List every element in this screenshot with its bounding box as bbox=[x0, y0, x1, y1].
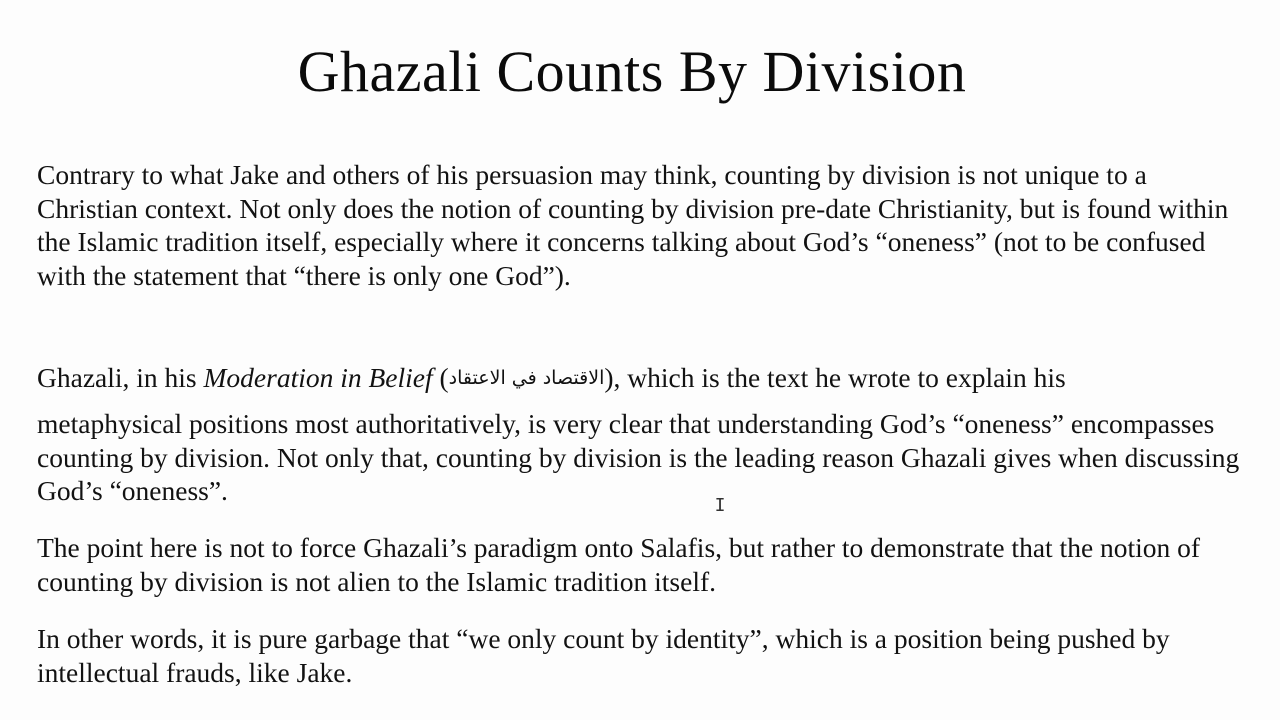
paragraph-ghazali-after-arabic: ), which is the text he wrote to explain his bbox=[604, 362, 1066, 393]
paragraph-in-other-words: In other words, it is pure garbage that “we only count by identity”, which is a position being pushed by intellectual frauds, like Jake. bbox=[37, 623, 1170, 688]
paragraph-counting-by-division: Contrary to what Jake and others of his persuasion may think, counting by division is not unique to a Christian context. Not only does the notion of counting by division pre-date Christianity, but is found within the Islamic tradition itself, especially where it concerns talking about God’s “oneness” (not to be confused with the statement that “there is only one God”). bbox=[37, 159, 1229, 291]
slide-title: Ghazali Counts By Division bbox=[297, 39, 967, 104]
paragraph-ghazali-continued: metaphysical positions most authoritatively, is very clear that understanding God’s “oneness” encompasses counting by division. Not only that, counting by division is the leading reason Ghazali gives when discussing God’s “oneness”. bbox=[37, 408, 1240, 506]
text-cursor-icon: I bbox=[714, 495, 726, 516]
paragraph-ghazali-lead: Ghazali, in his bbox=[37, 362, 204, 393]
paragraph-ghazali-intro bbox=[37, 361, 1247, 399]
paragraph-point-here: The point here is not to force Ghazali’s paradigm onto Salafis, but rather to demonstrate that the notion of counting by division is not alien to the Islamic tradition itself. bbox=[37, 532, 1201, 597]
open-paren: ( bbox=[432, 362, 449, 393]
book-title: Moderation in Belief bbox=[203, 362, 433, 393]
arabic-book-title: الاقتصاد في الاعتقاد bbox=[448, 367, 605, 389]
